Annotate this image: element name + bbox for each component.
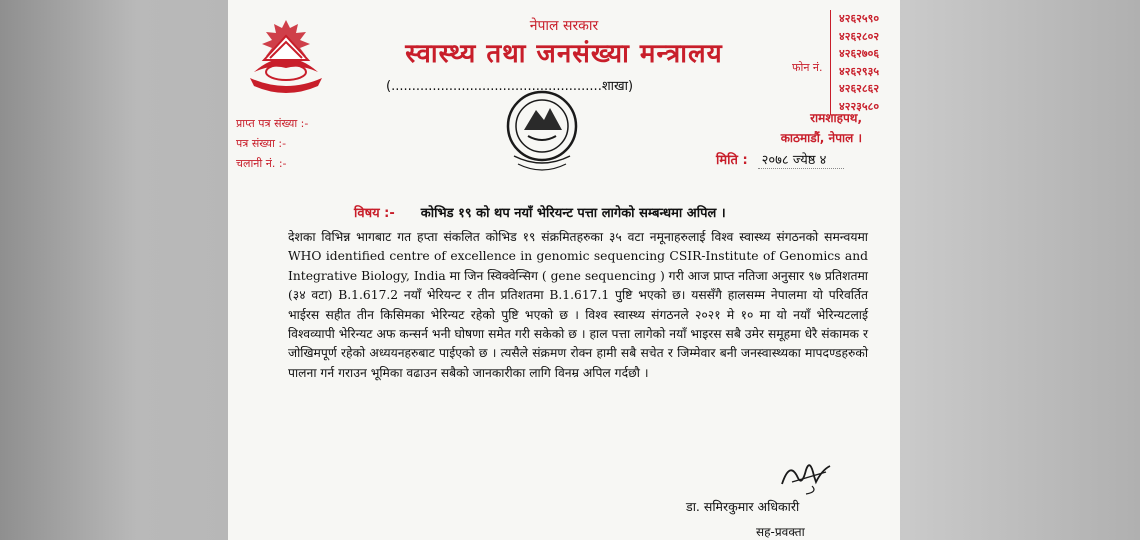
body-paragraph: देशका विभिन्न भागबाट गत हप्ता संकलित कोभिड १९ संक्रमितहरुका ३५ वटा नमूनाहरुलाई विश्व स्वास्थ्य संगठनको समन्वयमा WHO identified centre of excellence in genomic sequencing CSIR-Institute of Genomics and Integrative Biology, India मा जिन स्विक्वेन्सिग ( gene sequencing ) गरी आज प्राप्त नतिजा अनुसार ९७ प्रतिशतमा (३४ वटा) B.1.617.2 नयाँ भेरियन्ट र तीन प्रतिशतमा B.1.617.1 पुष्टि भएको छ। यससँगै हालसम्म नेपालमा यो परिवर्तित भाईरस सहीत तीन किसिमका भेरिन्यट रहेको पुष्टि भएको छ । विश्व स्वास्थ्य संगठनले २०२१ मे १० मा यो नयाँ भेरिन्यटलाई विश्वव्यापी भेरिन्यट अफ कन्सर्न भनी घोषणा समेत गरी सकेको छ । हाल पत्ता लागेको नयाँ भाइरस सबै उमेर समूहमा धेरै संकामक र जोखिमपूर्ण रहेको अध्ययनहरुबाट पाईएको छ । त्यसैले संक्रमण रोक्न हामी सबै सचेत र जिम्मेवार बनी जनस्वास्थ्यका मापदण्डहरुको पालना गर्न गराउन भूमिका वढाउन सबैको जानकारीका लागि विनम्र अपिल गर्दछौ । [288,230,868,380]
subject-line [354,203,726,221]
phone-number: ४२६२९३५ [839,64,880,78]
phone-number: ४२६२५९० [839,12,880,25]
address-line: काठमाडौं, नेपाल । [780,131,862,145]
phone-number: ४२२३५८० [839,99,880,113]
phone-numbers [830,10,900,115]
subject-text: कोभिड १९ को थप नयाँ भेरियन्ट पत्ता लागेको सम्बन्धमा अपिल । [420,206,726,221]
ministry-name: स्वास्थ्य तथा जनसंख्या मन्त्रालय [405,39,723,69]
branch-line: (...................................................शाखा) [386,79,634,94]
date-label: मिति : [716,153,748,168]
phone-number: ४२६२८६२ [839,82,880,95]
government-name: नेपाल सरकार [529,18,599,34]
letter-number: पत्र संख्या :- [236,137,287,150]
date-value: २०७८ ज्येष्ठ ४ [758,153,845,169]
date-field [716,150,844,168]
signatory-name: डा. समिरकुमार अधिकारी [686,499,800,514]
ministry-seal-icon [500,86,584,178]
address-line: रामशाहपथ, [810,111,862,125]
subject-label: विषय :- [354,206,395,221]
ministry-address [781,108,862,148]
phone-number: ४२६२७०६ [839,47,880,60]
received-letter-number: प्राप्त पत्र संख्या :- [236,117,309,130]
signatory-role: सह-प्रवक्ता [756,525,805,539]
phone-number: ४२६२८०२ [839,29,880,43]
dispatch-number: चलानी नं. :- [236,157,287,170]
signature-icon [776,452,836,498]
press-release-document [228,0,900,540]
phone-label: फोन नं. [792,61,823,74]
reference-fields [236,114,308,174]
